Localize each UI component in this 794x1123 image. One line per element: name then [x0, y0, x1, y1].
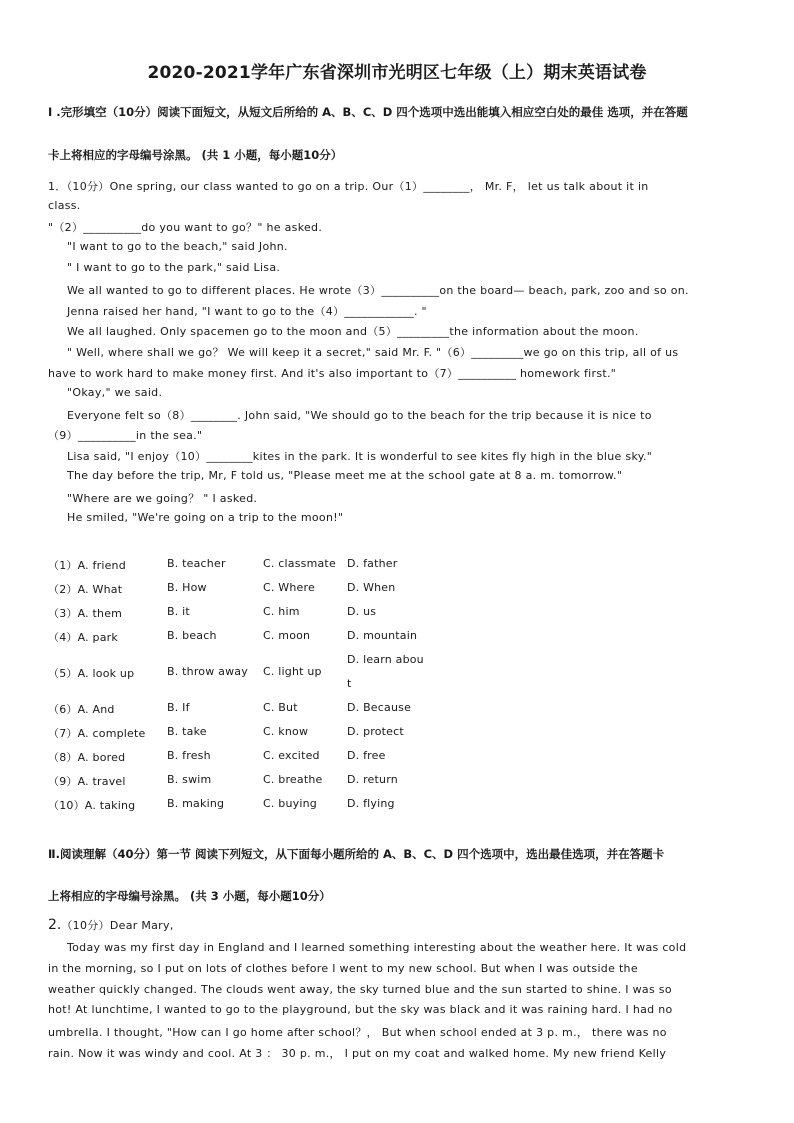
option-d: D. Because — [347, 701, 412, 714]
option-c: C. excited — [263, 749, 320, 762]
passage-line: umbrella. I thought, "How can I go home after school？， But when school ended at 3 p. m.， there was no — [48, 1026, 667, 1039]
option-c: C. breathe — [263, 773, 323, 786]
option-b: B. beach — [167, 629, 217, 642]
option-b: B. throw away — [167, 665, 248, 678]
option-b: B. If — [167, 701, 190, 714]
option-b: B. How — [167, 581, 207, 594]
passage-line: hot! At lunchtime, I wanted to go to the playground, but the sky was black and it was raining hard. I had no — [48, 1003, 673, 1016]
option-a: （10）A. taking — [48, 799, 136, 812]
option-c: C. Where — [263, 581, 315, 594]
passage-line: The day before the trip, Mr, F told us, "Please meet me at the school gate at 8 a. m. tomorrow." — [67, 469, 623, 482]
option-b: B. fresh — [167, 749, 211, 762]
option-a: （5）A. look up — [48, 667, 135, 680]
question-2-salutation: （10分）Dear Mary, — [61, 919, 174, 932]
option-a: （1）A. friend — [48, 559, 126, 572]
passage-line: Lisa said, "I enjoy（10）________kites in the park. It is wonderful to see kites fly high in the blue sky." — [67, 450, 653, 463]
option-d: D. When — [347, 581, 396, 594]
section-2-heading-line-1: Ⅱ.阅读理解（40分）第一节 阅读下列短文，从下面每小题所给的 A、B、C、D 四个选项中，选出最佳选项，并在答题卡 — [48, 847, 665, 861]
option-c: C. know — [263, 725, 309, 738]
option-d: D. learn abou — [347, 653, 424, 666]
option-d: D. mountain — [347, 629, 418, 642]
option-b: B. teacher — [167, 557, 226, 570]
option-a: （9）A. travel — [48, 775, 126, 788]
option-d: D. free — [347, 749, 386, 762]
passage-line: Today was my first day in England and I learned something interesting about the weather here. It was cold — [67, 941, 687, 954]
option-b: B. making — [167, 797, 225, 810]
question-2-header — [48, 917, 174, 933]
option-d: D. father — [347, 557, 398, 570]
passage-line: He smiled, "We're going on a trip to the moon!" — [67, 511, 344, 524]
option-d: D. return — [347, 773, 398, 786]
section-1-heading-line-2: 卡上将相应的字母编号涂黑。 (共 1 小题，每小题10分） — [48, 148, 343, 162]
option-b: B. it — [167, 605, 190, 618]
passage-line: " I want to go to the park," said Lisa. — [67, 261, 281, 274]
passage-line: class. — [48, 199, 81, 212]
question-number: 2. — [48, 917, 62, 933]
option-c: C. buying — [263, 797, 317, 810]
passage-line: weather quickly changed. The clouds went away, the sky turned blue and the sun started to shine. I was so — [48, 983, 672, 996]
option-c: C. But — [263, 701, 298, 714]
option-d: D. protect — [347, 725, 404, 738]
passage-line: "Where are we going？ " I asked. — [67, 492, 258, 505]
option-b: B. swim — [167, 773, 212, 786]
option-d-wrap: t — [347, 677, 352, 690]
passage-line: " Well, where shall we go？ We will keep it a secret," said Mr. F. "（6）_________we go on this trip, all of us — [67, 346, 679, 359]
passage-line: in the morning, so I put on lots of clothes before I went to my new school. But when I was outside the — [48, 962, 638, 975]
passage-line: Everyone felt so（8）________. John said, "We should go to the beach for the trip because it is nice to — [67, 409, 652, 422]
passage-line: "Okay," we said. — [67, 386, 163, 399]
option-c: C. moon — [263, 629, 311, 642]
passage-line: have to work hard to make money first. And it's also important to（7）__________ homework first." — [48, 367, 617, 380]
option-c: C. light up — [263, 665, 322, 678]
passage-line: "（2）__________do you want to go？" he asked. — [48, 221, 323, 234]
option-a: （6）A. And — [48, 703, 115, 716]
option-a: （4）A. park — [48, 631, 118, 644]
option-a: （2）A. What — [48, 583, 123, 596]
passage-line: We all wanted to go to different places. He wrote（3）__________on the board— beach, park, zoo and so on. — [67, 284, 689, 297]
option-c: C. him — [263, 605, 300, 618]
section-1-heading-line-1: I .完形填空（10分）阅读下面短文，从短文后所给的 A、B、C、D 四个选项中选出能填入相应空白处的最佳 选项，并在答题 — [48, 105, 688, 119]
passage-line: 1．（10分）One spring, our class wanted to go on a trip. Our（1）________， Mr. F， let us talk about it in — [48, 180, 649, 193]
option-a: （8）A. bored — [48, 751, 126, 764]
passage-line: rain. Now it was windy and cool. At 3 ： 30 p. m.， I put on my coat and walked home. My new friend Kelly — [48, 1047, 667, 1060]
passage-line: "I want to go to the beach," said John. — [67, 240, 288, 253]
passage-line: We all laughed. Only spacemen go to the moon and（5）_________the information about the moon. — [67, 325, 639, 338]
option-d: D. flying — [347, 797, 395, 810]
page-title: 2020-2021学年广东省深圳市光明区七年级（上）期末英语试卷 — [147, 63, 647, 83]
section-2-heading-line-2: 上将相应的字母编号涂黑。 (共 3 小题，每小题10分） — [48, 889, 331, 903]
option-b: B. take — [167, 725, 207, 738]
passage-line: （9）__________in the sea." — [48, 429, 203, 442]
passage-line: Jenna raised her hand, "I want to go to the（4）____________. " — [67, 305, 427, 318]
option-a: （7）A. complete — [48, 727, 146, 740]
option-c: C. classmate — [263, 557, 336, 570]
option-a: （3）A. them — [48, 607, 123, 620]
option-d: D. us — [347, 605, 377, 618]
